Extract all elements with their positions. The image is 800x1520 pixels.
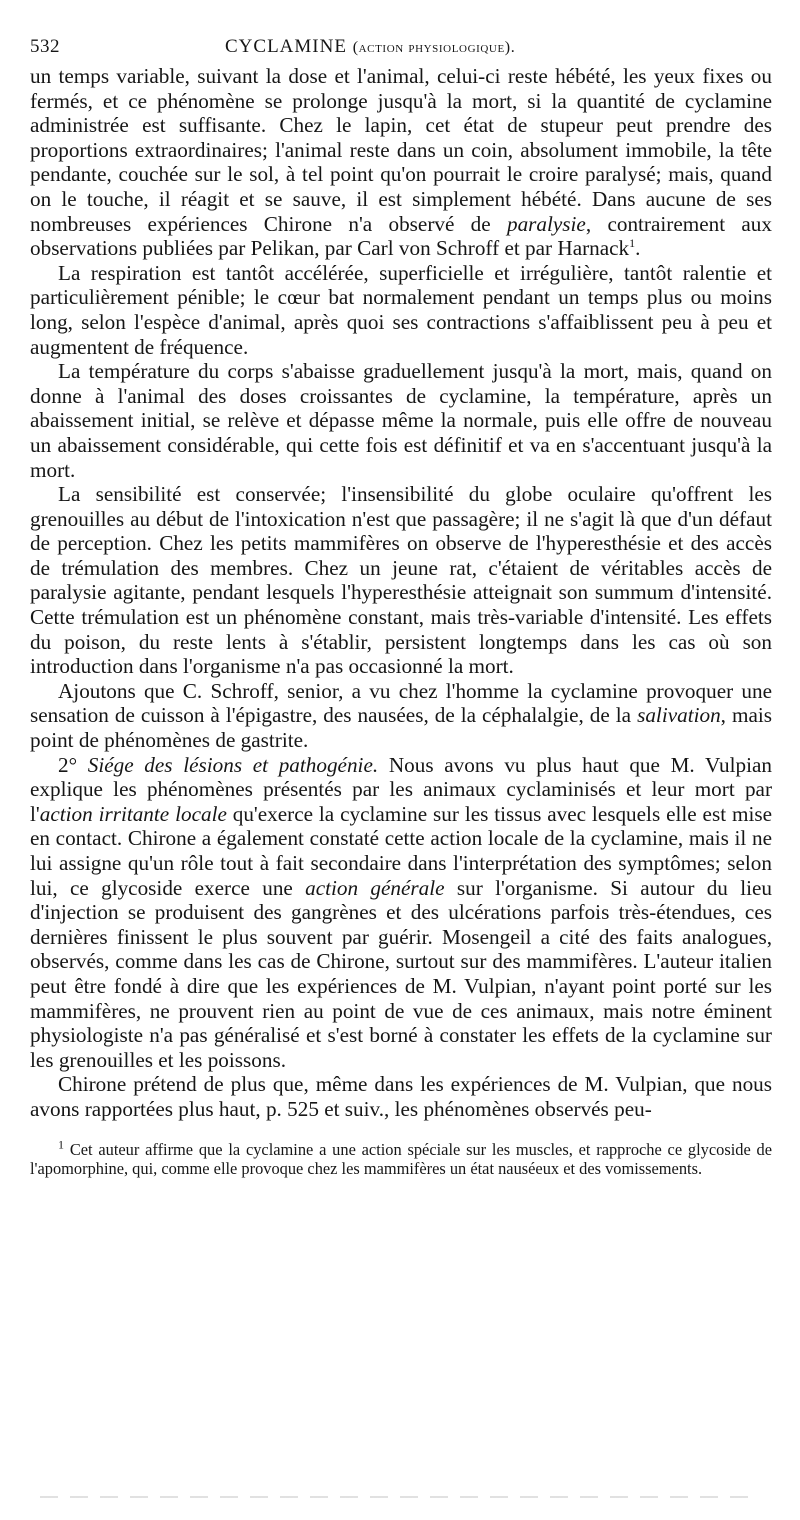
paragraph-2: La respiration est tantôt accélérée, superficielle et irrégulière, tantôt ralentie et particulièrement pénible; le cœur bat normalement pendant un temps plus ou moins long, selon l'espèce d'animal, après quoi ses contractions s'affaiblissent peu à peu et augmentent de fréquence. <box>30 260 772 359</box>
running-title-sub: (action physiologique). <box>352 39 516 56</box>
paragraph-6: 2° Siége des lésions et pathogénie. Nous avons vu plus haut que M. Vulpian explique les phénomènes présentés par les animaux cyclaminisés et leur mort par l'action irritante locale qu'exerce la cyclamine sur les tissus avec lesquels elle est mise en contact. Chirone a également constaté cette action locale de la cyclamine, mais il ne lui assigne qu'un rôle tout à fait secondaire dans l'interprétation des symptômes; selon lui, ce glycoside exerce une action générale sur l'organisme. Si autour du lieu d'injection se produisent des gangrènes et des ulcérations parfois très-étendues, ces dernières finissent le plus souvent par guérir. Mosengeil a cité des faits analogues, observés, comme dans les cas de Chirone, surtout sur des mammifères. L'auteur italien peut être fondé à dire que les expériences de M. Vulpian, n'ayant point porté sur les mammifères, ne prouvent rien au point de vue de ces animaux, mais notre éminent physiologiste n'a pas généralisé et s'est borné à constater les effets de la cyclamine sur les grenouilles et les poissons. <box>30 752 773 1072</box>
footnotes <box>30 1137 772 1179</box>
paragraph-4: La sensibilité est conservée; l'insensibilité du globe oculaire qu'offrent les grenouilles au début de l'intoxication n'est que passagère; il ne s'agit là que d'un défaut de perception. Chez les petits mammifères on observe de l'hyperesthésie et des accès de trémulation des membres. Chez un jeune rat, c'étaient de véritables accès de paralysie agitante, pendant lesquels l'hyperesthésie atteignait son summum d'intensité. Cette trémulation est un phénomène constant, mais très-variable d'intensité. Les effets du poison, du reste lents à s'établir, persistent longtemps dans les cas où son introduction dans l'organisme n'a pas occasionné la mort. <box>30 482 772 679</box>
italic-action-irritante: action irritante locale <box>39 801 227 826</box>
paragraph-3: La température du corps s'abaisse graduellement jusqu'à la mort, mais, quand on donne à l'animal des doses croissantes de cyclamine, la température, après un abaissement initial, se relève et dépasse même la normale, puis elle offre de nouveau un abaissement considérable, qui cette fois est définitif et va en s'accentuant jusqu'à la mort. <box>30 359 772 482</box>
footnote-ref: 1 <box>629 236 636 251</box>
running-title <box>225 36 515 58</box>
book-page <box>30 30 772 1179</box>
page-number: 532 <box>30 36 60 57</box>
italic-salivation: salivation <box>637 703 721 728</box>
footnote-1 <box>30 1137 772 1179</box>
running-header <box>30 30 772 64</box>
section-heading: Siége des lésions et pathogénie. <box>87 752 379 777</box>
italic-paralysie: paralysie <box>506 211 586 236</box>
body-text <box>30 64 772 1122</box>
footnote-marker: 1 <box>58 1137 64 1152</box>
paragraph-7: Chirone prétend de plus que, même dans les expériences de M. Vulpian, que nous avons rapportées plus haut, p. 525 et suiv., les phénomènes observés peu- <box>30 1072 772 1121</box>
paragraph-1: un temps variable, suivant la dose et l'animal, celui-ci reste hébété, les yeux fixes ou fermés, et ce phénomène se prolonge jusqu'à la mort, si la quantité de cyclamine administrée est suffisante. Chez le lapin, cet état de stupeur peut prendre des proportions extraordinaires; l'animal reste dans un coin, absolument immobile, la tête pendante, couchée sur le sol, à tel point qu'on pourrait le croire paralysé; mais, quand on le touche, il réagit et se sauve, il est simplement hébété. Dans aucune de ses nombreuses expériences Chirone n'a observé de paralysie, contrairement aux observations publiées par Pelikan, par Carl von Schroff et par Harnack$^1$. <box>30 64 772 261</box>
italic-action-generale: action générale <box>305 875 445 900</box>
footnote-text: Cet auteur affirme que la cyclamine a une action spéciale sur les muscles, et rapproche ce glycoside de l'apomorphine, qui, comme elle provoque chez les mammifères un état nauséeux et des vomissements. <box>30 1139 772 1179</box>
running-title-main: CYCLAMINE <box>225 36 347 57</box>
section-number: 2° <box>58 752 78 777</box>
paragraph-5: Ajoutons que C. Schroff, senior, a vu chez l'homme la cyclamine provoquer une sensation de cuisson à l'épigastre, des nausées, de la céphalalgie, de la salivation, mais point de phénomènes de gastrite. <box>30 678 772 753</box>
scan-artifact-line <box>40 1496 760 1498</box>
